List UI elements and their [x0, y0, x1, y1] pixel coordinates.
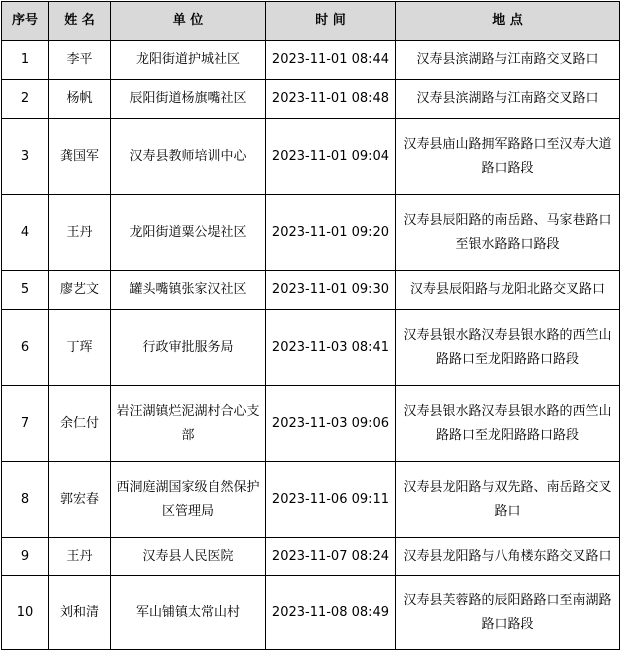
cell-no: 10 — [2, 576, 49, 650]
header-unit: 单 位 — [111, 2, 266, 41]
table-row — [2, 195, 620, 271]
table-row — [2, 462, 620, 538]
cell-unit: 岩汪湖镇烂泥湖村合心支部 — [111, 386, 266, 462]
table-row — [2, 576, 620, 650]
cell-time: 2023-11-03 09:06 — [266, 386, 396, 462]
cell-place: 汉寿县滨湖路与江南路交叉路口 — [396, 41, 620, 80]
table-row — [2, 310, 620, 386]
cell-no: 1 — [2, 41, 49, 80]
table-row — [2, 80, 620, 119]
cell-unit: 龙阳街道护城社区 — [111, 41, 266, 80]
cell-place: 汉寿县芙蓉路的辰阳路路口至南湖路路口路段 — [396, 576, 620, 650]
cell-no: 7 — [2, 386, 49, 462]
cell-no: 9 — [2, 538, 49, 576]
cell-unit: 汉寿县人民医院 — [111, 538, 266, 576]
cell-unit: 辰阳街道杨旗嘴社区 — [111, 80, 266, 119]
cell-unit: 行政审批服务局 — [111, 310, 266, 386]
cell-time: 2023-11-01 09:20 — [266, 195, 396, 271]
cell-name: 杨帆 — [49, 80, 111, 119]
cell-time: 2023-11-03 08:41 — [266, 310, 396, 386]
table-row — [2, 386, 620, 462]
cell-name: 郭宏春 — [49, 462, 111, 538]
cell-no: 3 — [2, 119, 49, 195]
cell-name: 王丹 — [49, 195, 111, 271]
header-name: 姓 名 — [49, 2, 111, 41]
table-row — [2, 119, 620, 195]
cell-place: 汉寿县龙阳路与双先路、南岳路交叉路口 — [396, 462, 620, 538]
cell-no: 5 — [2, 271, 49, 310]
cell-place: 汉寿县辰阳路与龙阳北路交叉路口 — [396, 271, 620, 310]
cell-place: 汉寿县辰阳路的南岳路、马家巷路口至银水路路口路段 — [396, 195, 620, 271]
table-row — [2, 41, 620, 80]
records-table — [1, 1, 620, 650]
cell-time: 2023-11-07 08:24 — [266, 538, 396, 576]
header-time: 时 间 — [266, 2, 396, 41]
header-place: 地 点 — [396, 2, 620, 41]
cell-place: 汉寿县滨湖路与江南路交叉路口 — [396, 80, 620, 119]
cell-name: 廖艺文 — [49, 271, 111, 310]
cell-place: 汉寿县银水路汉寿县银水路的西竺山路路口至龙阳路路口路段 — [396, 310, 620, 386]
cell-name: 李平 — [49, 41, 111, 80]
cell-time: 2023-11-01 08:44 — [266, 41, 396, 80]
cell-unit: 军山铺镇太常山村 — [111, 576, 266, 650]
table-row — [2, 538, 620, 576]
cell-unit: 汉寿县教师培训中心 — [111, 119, 266, 195]
cell-time: 2023-11-01 08:48 — [266, 80, 396, 119]
cell-place: 汉寿县庙山路拥军路路口至汉寿大道路口路段 — [396, 119, 620, 195]
header-no: 序号 — [2, 2, 49, 41]
cell-name: 余仁付 — [49, 386, 111, 462]
cell-place: 汉寿县龙阳路与八角楼东路交叉路口 — [396, 538, 620, 576]
cell-time: 2023-11-01 09:30 — [266, 271, 396, 310]
cell-no: 4 — [2, 195, 49, 271]
cell-name: 刘和清 — [49, 576, 111, 650]
cell-unit: 西洞庭湖国家级自然保护区管理局 — [111, 462, 266, 538]
cell-unit: 罐头嘴镇张家汉社区 — [111, 271, 266, 310]
cell-time: 2023-11-06 09:11 — [266, 462, 396, 538]
table-row — [2, 271, 620, 310]
cell-name: 龚国军 — [49, 119, 111, 195]
header-row — [2, 2, 620, 41]
cell-unit: 龙阳街道粟公堤社区 — [111, 195, 266, 271]
cell-name: 丁珲 — [49, 310, 111, 386]
cell-no: 6 — [2, 310, 49, 386]
cell-no: 2 — [2, 80, 49, 119]
cell-no: 8 — [2, 462, 49, 538]
cell-time: 2023-11-01 09:04 — [266, 119, 396, 195]
cell-name: 王丹 — [49, 538, 111, 576]
cell-place: 汉寿县银水路汉寿县银水路的西竺山路路口至龙阳路路口路段 — [396, 386, 620, 462]
cell-time: 2023-11-08 08:49 — [266, 576, 396, 650]
